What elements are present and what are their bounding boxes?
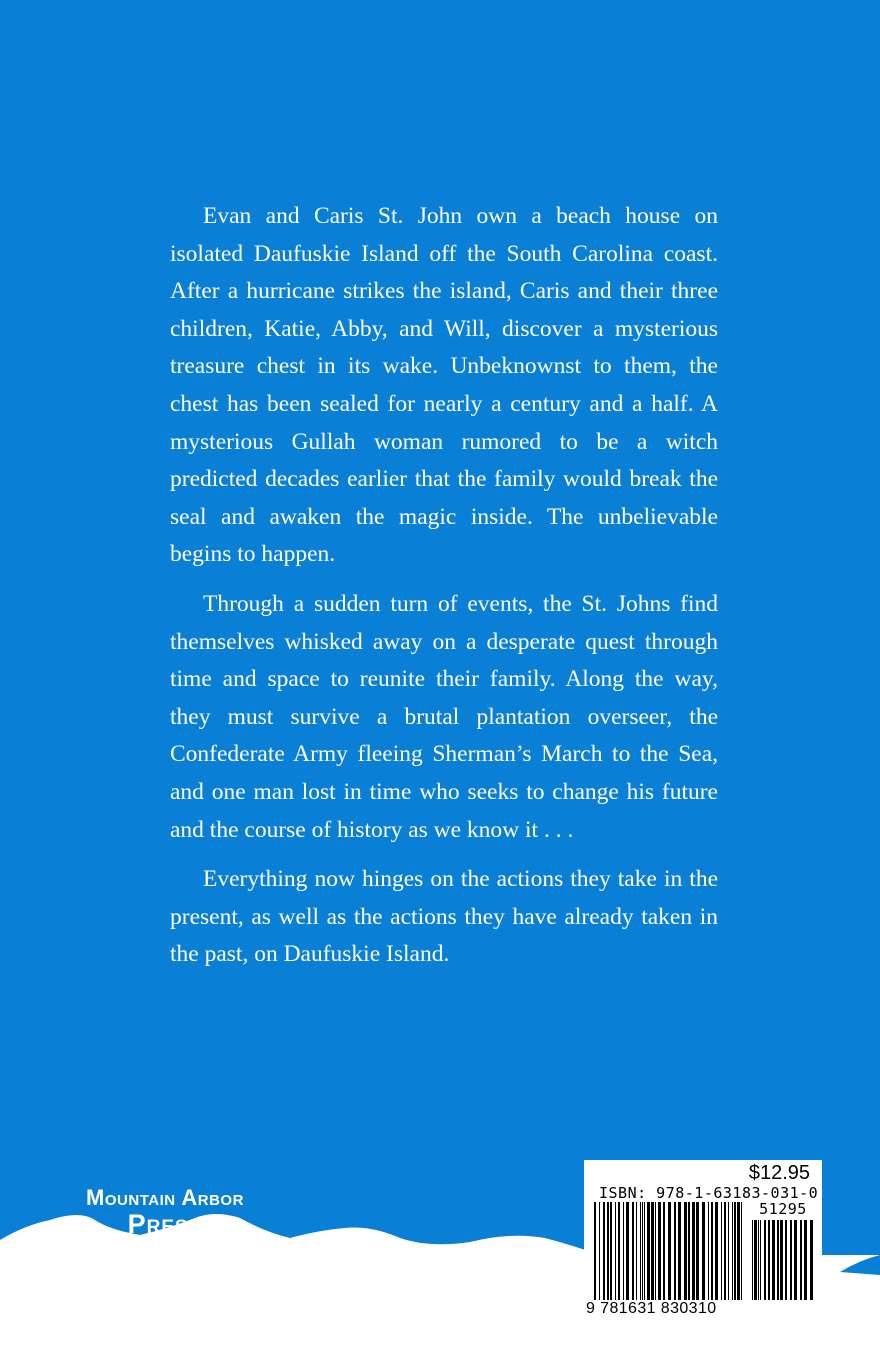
barcode-bar	[702, 1202, 705, 1300]
barcode-bar	[772, 1220, 775, 1300]
barcode-bar	[623, 1202, 624, 1300]
price-label: $12.95	[748, 1162, 810, 1184]
barcode-bar	[754, 1220, 757, 1300]
barcode-bar	[655, 1202, 656, 1300]
barcode-bar	[636, 1202, 637, 1300]
barcode-bar	[615, 1202, 616, 1300]
barcode-bar	[724, 1202, 726, 1300]
barcode-bar	[777, 1220, 779, 1300]
blurb-paragraph-3: Everything now hinges on the actions they take in the present, as well as the actions they have already taken in the past, on Daufuskie Island.	[170, 866, 718, 968]
barcode-bar	[711, 1202, 713, 1300]
barcode-bar	[603, 1202, 605, 1300]
barcode-bar	[607, 1202, 609, 1300]
barcode-bar	[688, 1202, 690, 1300]
barcode-bar	[764, 1220, 766, 1300]
barcode-bar	[647, 1202, 650, 1300]
publisher-logo	[72, 1186, 258, 1238]
publisher-name-line1: Mountain Arbor	[86, 1185, 244, 1210]
barcode-bar	[692, 1202, 695, 1300]
isbn-barcode-box	[584, 1160, 822, 1320]
supplement-number: 51295	[759, 1200, 807, 1218]
barcode-bar	[658, 1202, 661, 1300]
barcode-bar	[678, 1202, 681, 1300]
barcode-bar	[684, 1202, 687, 1300]
barcode-bar	[651, 1202, 654, 1300]
ean-barcode	[594, 1202, 744, 1302]
barcode-bar	[640, 1202, 641, 1300]
barcode-bar	[696, 1202, 699, 1300]
barcode-bar	[780, 1220, 783, 1300]
barcode-bar	[734, 1202, 736, 1300]
barcode-bar	[599, 1202, 600, 1300]
publisher-name-line2: Press	[127, 1209, 203, 1239]
barcode-bar	[794, 1220, 797, 1300]
blurb-paragraph-2: Through a sudden turn of events, the St. Johns find themselves whisked away on a desperate quest through time and space to reunite their family. Along the way, they must survive a brutal plantation overseer, the Confederate Army fleeing Sherman’s March to the Sea, and one man lost in time who seeks to change his future and the course of history as we know it . . .	[170, 590, 718, 843]
barcode-bar	[663, 1202, 665, 1300]
isbn-label: ISBN: 978-1-63183-031-0	[599, 1184, 819, 1202]
barcode-bar	[594, 1202, 596, 1300]
barcode-bar	[768, 1220, 770, 1300]
barcode-bar	[785, 1220, 787, 1300]
barcode-bar	[737, 1202, 740, 1300]
back-cover-blurb	[170, 198, 718, 986]
barcode-bar	[618, 1202, 620, 1300]
barcode-bar	[721, 1202, 722, 1300]
barcode-bar	[668, 1202, 671, 1300]
barcode-bar	[804, 1220, 807, 1300]
barcode-bar	[708, 1202, 709, 1300]
barcode-bar	[790, 1220, 792, 1300]
barcode-bar	[626, 1202, 629, 1300]
barcode-bar	[728, 1202, 729, 1300]
blurb-paragraph-1: Evan and Caris St. John own a beach house on isolated Daufuskie Island off the South Carolina coast. After a hurricane strikes the island, Caris and their three children, Katie, Abby, and Will, discover a mysterious treasure chest in its wake. Unbeknownst to them, the chest has been sealed for nearly a century and a half. A mysterious Gullah woman rumored to be a witch predicted decades earlier that the family would break the seal and awaken the magic inside. The unbelievable begins to happen.	[170, 203, 718, 568]
barcode-bar	[732, 1202, 733, 1300]
barcode-bar	[632, 1202, 634, 1300]
barcode-bar	[810, 1220, 813, 1300]
barcode-bar	[760, 1220, 761, 1300]
barcode-bar	[715, 1202, 718, 1300]
barcode-bar	[752, 1220, 753, 1300]
supplement-barcode	[752, 1220, 814, 1302]
barcode-bar	[642, 1202, 643, 1300]
barcode-bar	[758, 1220, 759, 1300]
barcode-bar	[674, 1202, 676, 1300]
ean-number: 9 781631 830310	[586, 1300, 717, 1317]
barcode-bar	[610, 1202, 612, 1300]
barcode-bar	[800, 1220, 802, 1300]
barcode-bar	[741, 1202, 742, 1300]
barcode-bar	[644, 1202, 645, 1300]
